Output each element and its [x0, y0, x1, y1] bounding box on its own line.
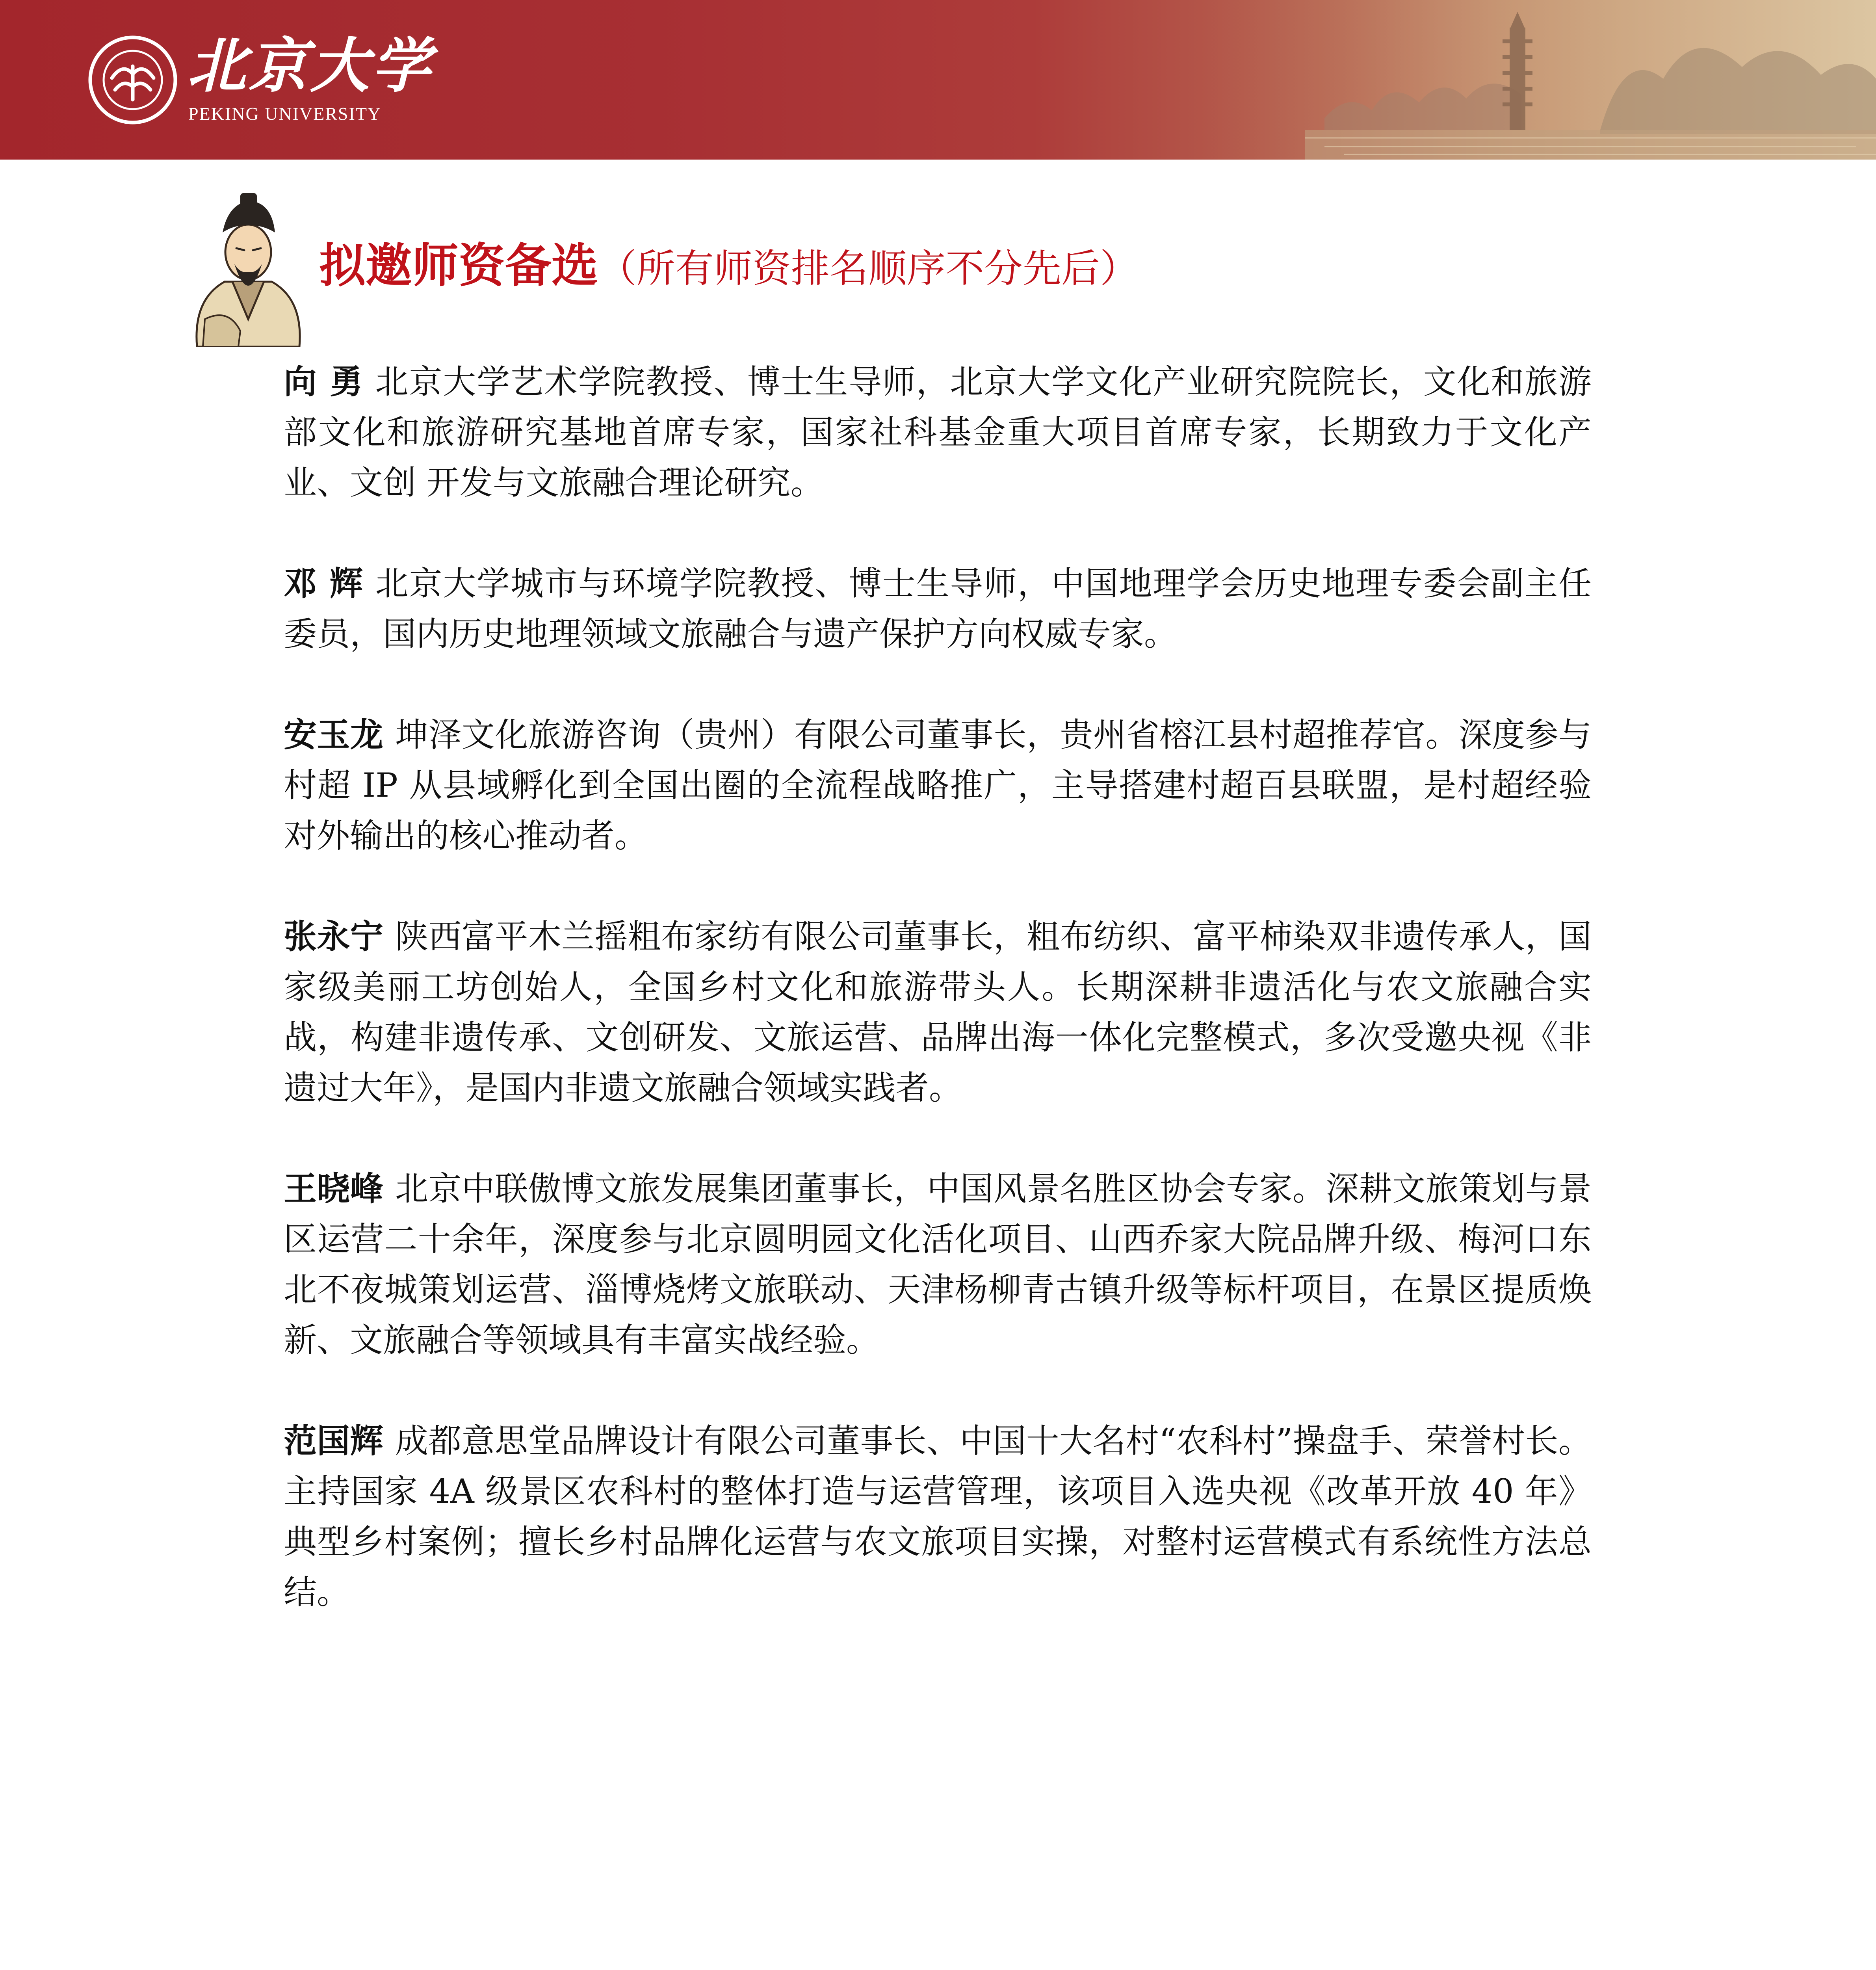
peking-university-emblem-icon: [87, 35, 178, 125]
faculty-name: 张永宁: [284, 917, 384, 956]
faculty-name: 邓 辉: [284, 564, 364, 603]
campus-scenery-illustration: [1206, 0, 1876, 160]
faculty-bio: 北京大学艺术学院教授、博士生导师，北京大学文化产业研究院院长，文化和旅游部文化和旅游研究基地首席专家，国家社科基金重大项目首席专家，长期致力于文化产业、文创 开发与文旅融合理论研究。: [284, 362, 1592, 502]
faculty-entry: [284, 1416, 1592, 1617]
faculty-list: [284, 357, 1592, 1617]
faculty-bio: 北京大学城市与环境学院教授、博士生导师，中国地理学会历史地理专委会副主任委员，国内历史地理领域文旅融合与遗产保护方向权威专家。: [284, 564, 1592, 653]
faculty-entry: [284, 1163, 1592, 1365]
faculty-bio: 陕西富平木兰摇粗布家纺有限公司董事长，粗布纺织、富平柿染双非遗传承人，国家级美丽工坊创始人，全国乡村文化和旅游带头人。长期深耕非遗活化与农文旅融合实战，构建非遗传承、文创研发、文旅运营、品牌出海一体化完整模式，多次受邀央视《非遗过大年》，是国内非遗文旅融合领域实践者。: [284, 917, 1592, 1107]
faculty-name: 向 勇: [284, 362, 364, 401]
faculty-name: 王晓峰: [284, 1169, 384, 1208]
university-name-cn: 北京大学: [187, 31, 433, 100]
faculty-entry: [284, 710, 1592, 861]
title-note: （所有师资排名顺序不分先后）: [598, 246, 1139, 291]
faculty-name: 范国辉: [284, 1422, 383, 1460]
ancient-scholar-illustration: [181, 189, 315, 347]
faculty-entry: [284, 911, 1592, 1113]
faculty-bio: 坤泽文化旅游咨询（贵州）有限公司董事长，贵州省榕江县村超推荐官。深度参与村超 IP 从县域孵化到全国出圈的全流程战略推广，主导搭建村超百县联盟，是村超经验对外输出的核心推动者。: [284, 716, 1592, 855]
title-main: 拟邀师资备选: [319, 238, 598, 293]
faculty-bio: 北京中联傲博文旅发展集团董事长，中国风景名胜区协会专家。深耕文旅策划与景区运营二十余年，深度参与北京圆明园文化活化项目、山西乔家大院品牌升级、梅河口东北不夜城策划运营、淄博烧烤文旅联动、天津杨柳青古镇升级等标杆项目，在景区提质焕新、文旅融合等领域具有丰富实战经验。: [284, 1169, 1592, 1359]
header-banner: [0, 0, 1876, 160]
faculty-name: 安玉龙: [284, 716, 384, 754]
section-title: [319, 238, 1139, 293]
faculty-entry: [284, 357, 1592, 508]
faculty-bio: 成都意思堂品牌设计有限公司董事长、中国十大名村“农科村”操盘手、荣誉村长。主持国家 4A 级景区农科村的整体打造与运营管理，该项目入选央视《改革开放 40 年》典型乡村案例；擅长乡村品牌化运营与农文旅项目实操，对整村运营模式有系统性方法总结。: [284, 1422, 1592, 1611]
faculty-entry: [284, 558, 1592, 659]
university-name-en: PEKING UNIVERSITY: [188, 104, 382, 124]
